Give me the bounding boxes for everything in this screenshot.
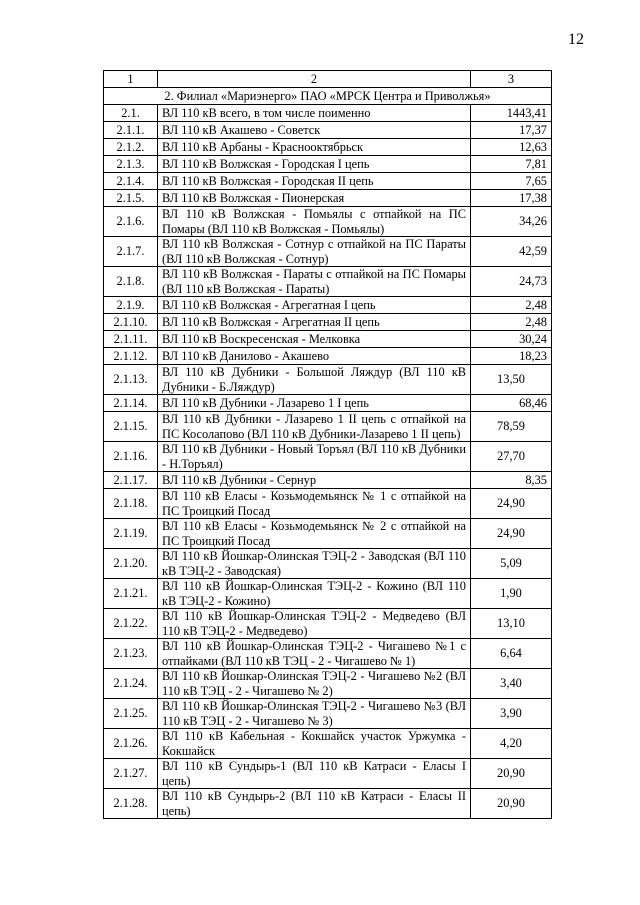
table-row — [104, 267, 552, 297]
row-number: 2.1.19. — [104, 519, 158, 549]
line-length: 7,65 — [471, 173, 552, 190]
line-name: ВЛ 110 кВ Дубники - Лазарево 1 II цепь с отпайкой на ПС Косолапово (ВЛ 110 кВ Дубники-Лазарево 1 II цепь) — [158, 412, 471, 442]
line-length: 20,90 — [471, 759, 552, 789]
table-row — [104, 207, 552, 237]
line-length: 5,09 — [471, 549, 552, 579]
table-row — [104, 519, 552, 549]
line-length: 18,23 — [471, 348, 552, 365]
row-number: 2.1.17. — [104, 472, 158, 489]
line-name: ВЛ 110 кВ Йошкар-Олинская ТЭЦ-2 - Медведево (ВЛ 110 кВ ТЭЦ-2 - Медведево) — [158, 609, 471, 639]
row-number: 2.1.15. — [104, 412, 158, 442]
row-number: 2.1.25. — [104, 699, 158, 729]
line-length: 20,90 — [471, 789, 552, 819]
table-row — [104, 122, 552, 139]
line-name: ВЛ 110 кВ Кабельная - Кокшайск участок Уржумка - Кокшайск — [158, 729, 471, 759]
line-name: ВЛ 110 кВ Еласы - Козьмодемьянск № 2 с отпайкой на ПС Троицкий Посад — [158, 519, 471, 549]
row-number: 2.1.3. — [104, 156, 158, 173]
line-length: 34,26 — [471, 207, 552, 237]
line-name: ВЛ 110 кВ Волжская - Пионерская — [158, 190, 471, 207]
row-number: 2.1.16. — [104, 442, 158, 472]
table-row — [104, 105, 552, 122]
line-name: ВЛ 110 кВ Йошкар-Олинская ТЭЦ-2 - Заводская (ВЛ 110 кВ ТЭЦ-2 - Заводская) — [158, 549, 471, 579]
row-number: 2.1.14. — [104, 395, 158, 412]
table-row — [104, 472, 552, 489]
row-number: 2.1.5. — [104, 190, 158, 207]
line-name: ВЛ 110 кВ Арбаны - Краснооктябрьск — [158, 139, 471, 156]
table-row — [104, 139, 552, 156]
row-number: 2.1.11. — [104, 331, 158, 348]
line-name: ВЛ 110 кВ Дубники - Лазарево 1 I цепь — [158, 395, 471, 412]
table-row — [104, 412, 552, 442]
line-length: 2,48 — [471, 297, 552, 314]
section-title: 2. Филиал «Мариэнерго» ПАО «МРСК Центра и Приволжья» — [104, 88, 552, 105]
line-name: ВЛ 110 кВ Волжская - Агрегатная II цепь — [158, 314, 471, 331]
line-length: 2,48 — [471, 314, 552, 331]
line-length: 13,10 — [471, 609, 552, 639]
line-length: 24,73 — [471, 267, 552, 297]
line-name: ВЛ 110 кВ Воскресенская - Мелковка — [158, 331, 471, 348]
row-number: 2.1.4. — [104, 173, 158, 190]
column-header-row — [104, 71, 552, 88]
line-name: ВЛ 110 кВ Данилово - Акашево — [158, 348, 471, 365]
line-length: 12,63 — [471, 139, 552, 156]
table-row — [104, 729, 552, 759]
line-length: 3,90 — [471, 699, 552, 729]
line-name: ВЛ 110 кВ Дубники - Сернур — [158, 472, 471, 489]
line-length: 8,35 — [471, 472, 552, 489]
table-row — [104, 395, 552, 412]
line-length: 17,38 — [471, 190, 552, 207]
table-row — [104, 759, 552, 789]
row-number: 2.1.1. — [104, 122, 158, 139]
line-name: ВЛ 110 кВ Дубники - Новый Торъял (ВЛ 110 кВ Дубники - Н.Торъял) — [158, 442, 471, 472]
line-name: ВЛ 110 кВ Волжская - Городская I цепь — [158, 156, 471, 173]
table-row — [104, 639, 552, 669]
line-length: 78,59 — [471, 412, 552, 442]
table-row — [104, 549, 552, 579]
line-name: ВЛ 110 кВ Еласы - Козьмодемьянск № 1 с отпайкой на ПС Троицкий Посад — [158, 489, 471, 519]
row-number: 2.1.10. — [104, 314, 158, 331]
column-header-1: 1 — [104, 71, 158, 88]
table-row — [104, 173, 552, 190]
line-length: 27,70 — [471, 442, 552, 472]
line-name: ВЛ 110 кВ Волжская - Параты с отпайкой на ПС Помары (ВЛ 110 кВ Волжская - Параты) — [158, 267, 471, 297]
row-number: 2.1.12. — [104, 348, 158, 365]
table-row — [104, 297, 552, 314]
column-header-2: 2 — [158, 71, 471, 88]
row-number: 2.1. — [104, 105, 158, 122]
table-row — [104, 348, 552, 365]
row-number: 2.1.21. — [104, 579, 158, 609]
row-number: 2.1.8. — [104, 267, 158, 297]
row-number: 2.1.24. — [104, 669, 158, 699]
row-number: 2.1.27. — [104, 759, 158, 789]
line-name: ВЛ 110 кВ Волжская - Агрегатная I цепь — [158, 297, 471, 314]
line-length: 30,24 — [471, 331, 552, 348]
line-length: 6,64 — [471, 639, 552, 669]
row-number: 2.1.23. — [104, 639, 158, 669]
line-length: 3,40 — [471, 669, 552, 699]
row-number: 2.1.7. — [104, 237, 158, 267]
table-row — [104, 314, 552, 331]
row-number: 2.1.2. — [104, 139, 158, 156]
line-length: 4,20 — [471, 729, 552, 759]
line-length: 17,37 — [471, 122, 552, 139]
line-length: 24,90 — [471, 489, 552, 519]
line-name: ВЛ 110 кВ Йошкар-Олинская ТЭЦ-2 - Кожино (ВЛ 110 кВ ТЭЦ-2 - Кожино) — [158, 579, 471, 609]
row-number: 2.1.18. — [104, 489, 158, 519]
row-number: 2.1.22. — [104, 609, 158, 639]
table-row — [104, 365, 552, 395]
line-length: 7,81 — [471, 156, 552, 173]
line-name: ВЛ 110 кВ Йошкар-Олинская ТЭЦ-2 - Чигашево №3 (ВЛ 110 кВ ТЭЦ - 2 - Чигашево № 3) — [158, 699, 471, 729]
row-number: 2.1.28. — [104, 789, 158, 819]
table-body — [104, 71, 552, 819]
table-row — [104, 789, 552, 819]
table-row — [104, 609, 552, 639]
table-row — [104, 669, 552, 699]
section-title-row — [104, 88, 552, 105]
line-name: ВЛ 110 кВ Дубники - Большой Ляждур (ВЛ 110 кВ Дубники - Б.Ляждур) — [158, 365, 471, 395]
row-number: 2.1.6. — [104, 207, 158, 237]
row-number: 2.1.9. — [104, 297, 158, 314]
power-lines-table — [103, 70, 552, 819]
line-name: ВЛ 110 кВ Волжская - Помьялы с отпайкой на ПС Помары (ВЛ 110 кВ Волжская - Помьялы) — [158, 207, 471, 237]
line-length: 42,59 — [471, 237, 552, 267]
row-number: 2.1.20. — [104, 549, 158, 579]
page-number: 12 — [568, 31, 584, 48]
line-name: ВЛ 110 кВ Волжская - Сотнур с отпайкой на ПС Параты (ВЛ 110 кВ Волжская - Сотнур) — [158, 237, 471, 267]
line-name: ВЛ 110 кВ Йошкар-Олинская ТЭЦ-2 - Чигашево №2 (ВЛ 110 кВ ТЭЦ - 2 - Чигашево № 2) — [158, 669, 471, 699]
column-header-3: 3 — [471, 71, 552, 88]
table-row — [104, 579, 552, 609]
line-name: ВЛ 110 кВ Йошкар-Олинская ТЭЦ-2 - Чигашево №1 с отпайками (ВЛ 110 кВ ТЭЦ - 2 - Чигашево № 1) — [158, 639, 471, 669]
line-length: 68,46 — [471, 395, 552, 412]
table-row — [104, 442, 552, 472]
line-name: ВЛ 110 кВ всего, в том числе поименно — [158, 105, 471, 122]
table-row — [104, 331, 552, 348]
table-row — [104, 489, 552, 519]
line-length: 1,90 — [471, 579, 552, 609]
line-name: ВЛ 110 кВ Сундырь-2 (ВЛ 110 кВ Катраси - Еласы II цепь) — [158, 789, 471, 819]
table-row — [104, 190, 552, 207]
table-row — [104, 237, 552, 267]
table-row — [104, 699, 552, 729]
table-row — [104, 156, 552, 173]
line-name: ВЛ 110 кВ Волжская - Городская II цепь — [158, 173, 471, 190]
line-length: 13,50 — [471, 365, 552, 395]
line-name: ВЛ 110 кВ Акашево - Советск — [158, 122, 471, 139]
row-number: 2.1.26. — [104, 729, 158, 759]
line-length: 24,90 — [471, 519, 552, 549]
row-number: 2.1.13. — [104, 365, 158, 395]
line-length: 1443,41 — [471, 105, 552, 122]
line-name: ВЛ 110 кВ Сундырь-1 (ВЛ 110 кВ Катраси - Еласы I цепь) — [158, 759, 471, 789]
